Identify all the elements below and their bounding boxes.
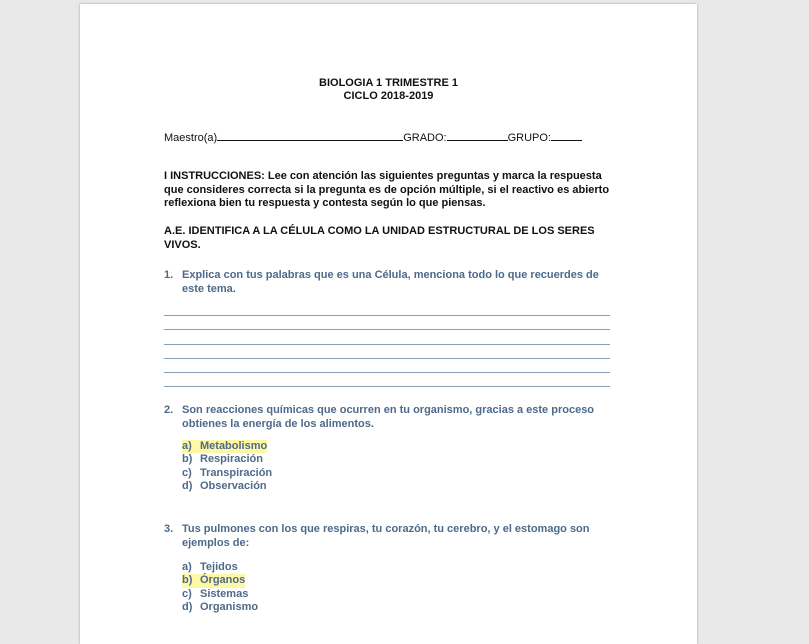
question-1 xyxy=(164,269,614,296)
option-c xyxy=(182,467,272,480)
document-page xyxy=(80,4,697,644)
highlight-marker xyxy=(182,574,245,587)
option-letter: d) xyxy=(182,479,193,492)
group-label: GRUPO: xyxy=(507,132,551,144)
option-text: Órganos xyxy=(200,574,246,587)
option-letter: c) xyxy=(182,587,192,600)
question-3-options xyxy=(182,561,258,614)
question-text: Explica con tus palabras que es una Célula, menciona todo lo que recuerdes de este tema. xyxy=(182,269,599,295)
answer-line xyxy=(164,359,610,373)
option-text: Respiración xyxy=(200,453,263,466)
question-number: 1. xyxy=(164,269,174,281)
option-c xyxy=(182,588,258,601)
answer-lines xyxy=(164,302,610,387)
answer-line xyxy=(164,316,610,330)
question-text: Son reacciones químicas que ocurren en tu organismo, gracias a este proceso obtienes la energía de los alimentos. xyxy=(182,404,595,430)
option-b xyxy=(182,453,272,466)
option-letter: d) xyxy=(182,600,193,613)
teacher-label: Maestro(a) xyxy=(164,132,218,144)
option-a xyxy=(182,440,272,453)
question-number: 3. xyxy=(164,523,174,535)
grade-label: GRADO: xyxy=(403,132,447,144)
option-letter: b) xyxy=(182,574,193,587)
answer-line xyxy=(164,302,610,316)
learning-expectation: A.E. IDENTIFICA A LA CÉLULA COMO LA UNIDAD ESTRUCTURAL DE LOS SERES VIVOS. xyxy=(164,225,595,251)
grade-blank xyxy=(447,130,508,141)
option-text: Organismo xyxy=(200,600,259,613)
option-d xyxy=(182,601,258,614)
question-2-options xyxy=(182,440,272,493)
option-text: Observación xyxy=(200,479,267,492)
answer-line xyxy=(164,345,610,359)
option-d xyxy=(182,480,272,493)
answer-line xyxy=(164,373,610,387)
group-blank xyxy=(551,130,582,141)
option-text: Tejidos xyxy=(200,561,238,573)
question-2 xyxy=(164,404,614,431)
option-text: Sistemas xyxy=(200,587,249,600)
question-text: Tus pulmones con los que respiras, tu corazón, tu cerebro, y el estomago son ejemplos de: xyxy=(182,523,590,549)
option-b xyxy=(182,574,258,587)
question-number: 2. xyxy=(164,404,174,416)
option-letter: a) xyxy=(182,440,192,452)
document-subtitle: CICLO 2018-2019 xyxy=(343,90,434,102)
option-text: Metabolismo xyxy=(200,440,268,452)
instructions: I INSTRUCCIONES: Lee con atención las siguientes preguntas y marca la respuesta que consideres correcta si la pregunta es de opción múltiple, si el reactivo es abierto reflexiona bien tu respuesta y contesta según lo que piensas. xyxy=(164,170,610,209)
document-title: BIOLOGIA 1 TRIMESTRE 1 xyxy=(319,77,458,89)
header-fields xyxy=(164,130,582,144)
option-letter: b) xyxy=(182,453,193,466)
option-letter: a) xyxy=(182,561,192,573)
option-a xyxy=(182,561,258,574)
option-letter: c) xyxy=(182,466,192,479)
answer-line xyxy=(164,330,610,344)
highlight-marker xyxy=(182,440,267,453)
option-text: Transpiración xyxy=(200,466,273,479)
teacher-blank xyxy=(217,130,403,141)
question-3 xyxy=(164,523,614,550)
